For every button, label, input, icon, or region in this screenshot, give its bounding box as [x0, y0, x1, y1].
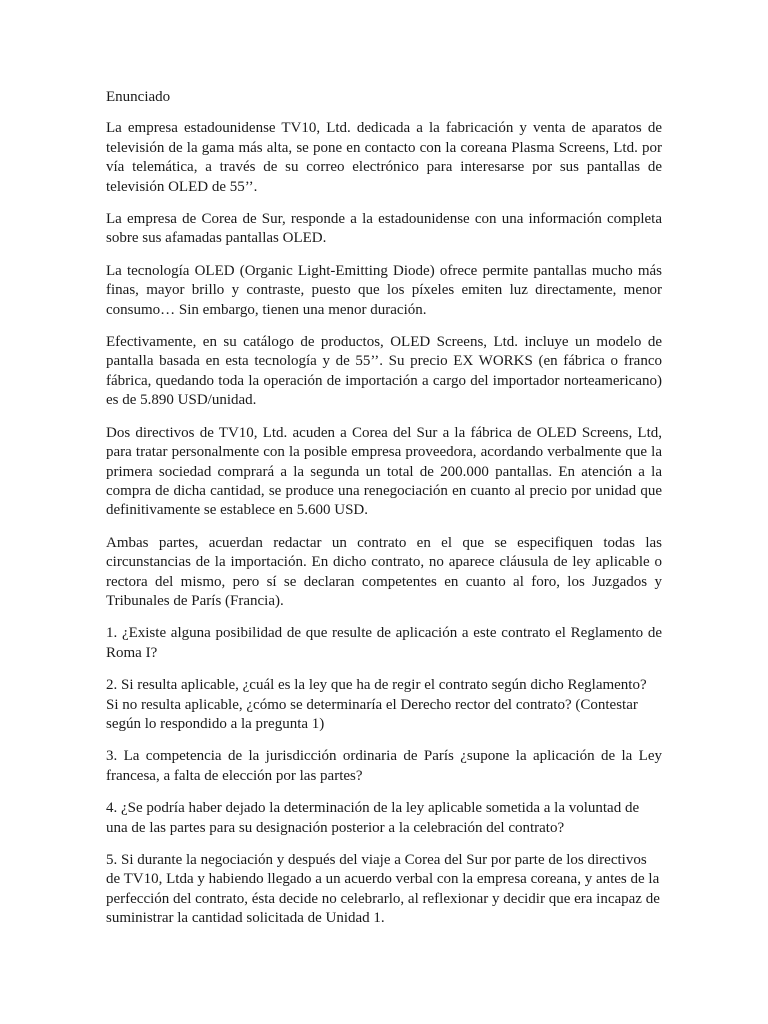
document-page	[106, 88, 662, 942]
paragraph-response: La empresa de Corea de Sur, responde a la estadounidense con una información completa sobre sus afamadas pantallas OLED.	[106, 211, 662, 247]
question-2: 2. Si resulta aplicable, ¿cuál es la ley que ha de regir el contrato según dicho Reglamento? Si no resulta aplicable, ¿cómo se determinaría el Derecho rector del contrato? (Contestar según lo respondido a la pregunta 1)	[106, 677, 647, 732]
question-3: 3. La competencia de la jurisdicción ordinaria de París ¿supone la aplicación de la Ley francesa, a falta de elección por las partes?	[106, 748, 662, 784]
question-5: 5. Si durante la negociación y después del viaje a Corea del Sur por parte de los directivos de TV10, Ltda y habiendo llegado a un acuerdo verbal con la empresa coreana, y antes de la perfección del contrato, ésta decide no celebrarlo, al reflexionar y decidir que era incapaz de suministrar la cantidad solicitada de Unidad 1.	[106, 852, 660, 927]
paragraph-contact: La empresa estadounidense TV10, Ltd. dedicada a la fabricación y venta de aparatos de televisión de la gama más alta, se pone en contacto con la coreana Plasma Screens, Ltd. por vía telemática, a través de su correo electrónico para interesarse por sus pantallas de televisión OLED de 55’’.	[106, 120, 662, 195]
document-heading: Enunciado	[106, 89, 171, 105]
paragraph-negotiation: Dos directivos de TV10, Ltd. acuden a Corea del Sur a la fábrica de OLED Screens, Ltd, para tratar personalmente con la posible empresa proveedora, acordando verbalmente que la primera sociedad comprará a la segunda un total de 200.000 pantallas. En atención a la compra de dicha cantidad, se produce una renegociación en cuanto al precio por unidad que definitivamente se establece en 5.600 USD.	[106, 424, 662, 519]
question-4: 4. ¿Se podría haber dejado la determinación de la ley aplicable sometida a la voluntad de una de las partes para su designación posterior a la celebración del contrato?	[106, 800, 640, 836]
paragraph-contract: Ambas partes, acuerdan redactar un contrato en el que se especifiquen todas las circunstancias de la importación. En dicho contrato, no aparece cláusula de ley aplicable o rectora del mismo, pero sí se declaran competentes en cuanto al foro, los Juzgados y Tribunales de París (Francia).	[106, 534, 662, 609]
question-1: 1. ¿Existe alguna posibilidad de que resulte de aplicación a este contrato el Reglamento de Roma I?	[106, 625, 662, 661]
paragraph-catalog-price: Efectivamente, en su catálogo de productos, OLED Screens, Ltd. incluye un modelo de pantalla basada en esta tecnología y de 55’’. Su precio EX WORKS (en fábrica o franco fábrica, quedando toda la operación de importación a cargo del importador norteamericano) es de 5.890 USD/unidad.	[106, 334, 662, 409]
paragraph-oled-technology: La tecnología OLED (Organic Light-Emitting Diode) ofrece permite pantallas mucho más finas, mayor brillo y contraste, puesto que los píxeles emiten luz directamente, menor consumo… Sin embargo, tienen una menor duración.	[106, 262, 662, 318]
